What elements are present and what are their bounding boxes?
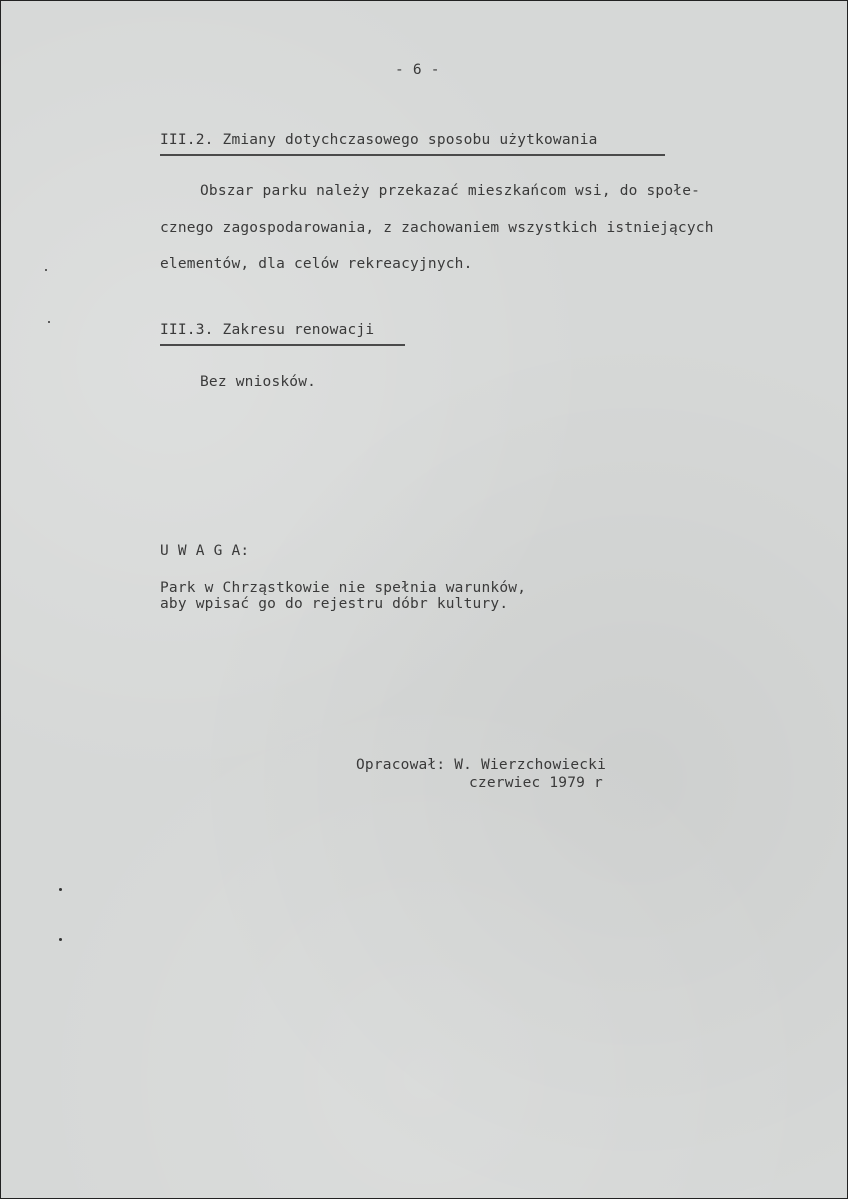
signature-date: czerwiec 1979 r	[469, 775, 603, 791]
section-3-heading-underline	[160, 344, 405, 346]
margin-speck	[45, 269, 47, 271]
section-2-paragraph-line-3: elementów, dla celów rekreacyjnych.	[160, 256, 473, 272]
section-2-paragraph-line-2: cznego zagospodarowania, z zachowaniem wszystkich istniejących	[160, 220, 714, 236]
page-number: - 6 -	[395, 62, 440, 78]
margin-speck	[59, 938, 62, 941]
section-2-heading: III.2. Zmiany dotychczasowego sposobu użytkowania	[160, 132, 598, 148]
margin-speck	[59, 888, 62, 891]
section-2-heading-underline	[160, 154, 665, 156]
margin-speck	[48, 321, 50, 323]
section-3-heading: III.3. Zakresu renowacji	[160, 322, 375, 338]
signature-author: Opracował: W. Wierzchowiecki	[356, 757, 607, 773]
note-line-1: Park w Chrząstkowie nie spełnia warunków,	[160, 580, 527, 596]
section-2-paragraph-line-1: Obszar parku należy przekazać mieszkańcom wsi, do społe-	[200, 183, 701, 199]
note-label: U W A G A:	[160, 543, 250, 559]
section-3-text: Bez wniosków.	[200, 374, 317, 390]
note-line-2: aby wpisać go do rejestru dóbr kultury.	[160, 596, 509, 612]
